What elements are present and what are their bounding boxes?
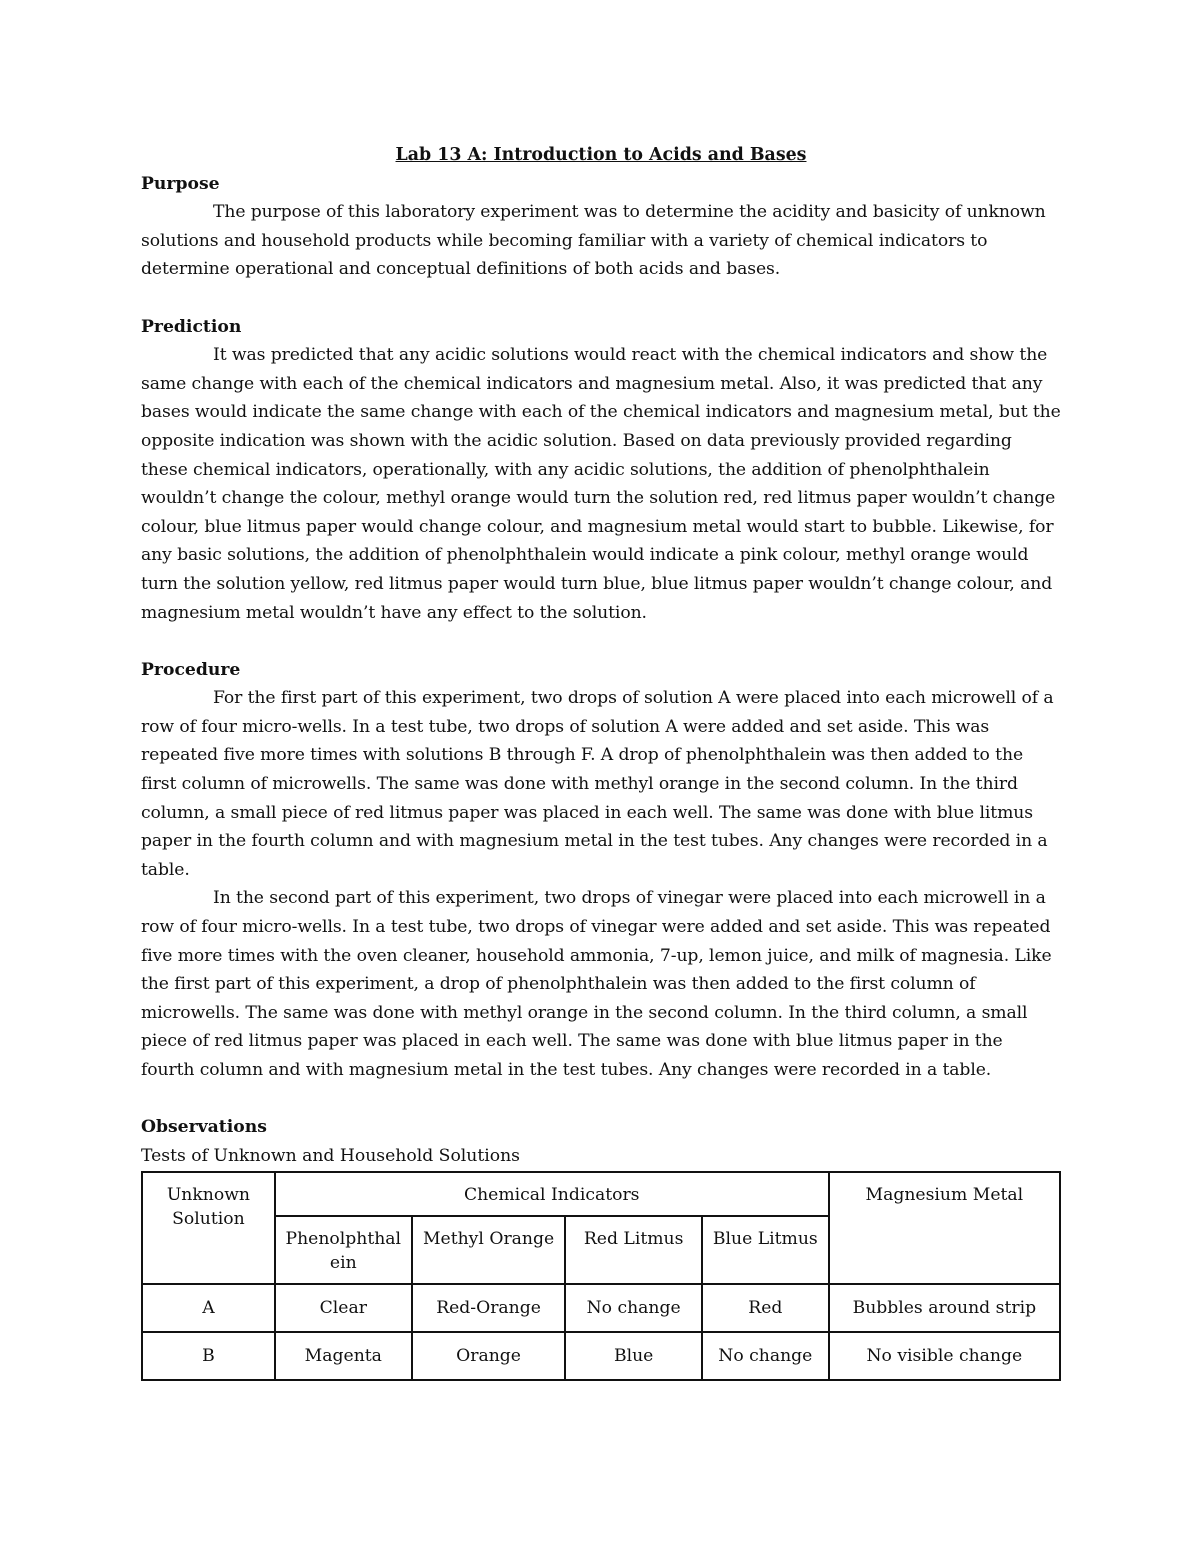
procedure-heading: Procedure — [141, 659, 241, 680]
purpose-paragraph: The purpose of this laboratory experiment was to determine the acidity and basicity of unknown solutions and household products while becoming familiar with a variety of chemical indicators to determine operational and conceptual definitions of both acids and bases. — [141, 202, 1046, 280]
table-header-row — [142, 1172, 1060, 1216]
header-methyl-orange: Methyl Orange — [412, 1216, 566, 1284]
prediction-paragraph: It was predicted that any acidic solutions would react with the chemical indicators and show the same change with each of the chemical indicators and magnesium metal. Also, it was predicted that any bases would indicate the same change with each of the chemical indicators and magnesium metal, but the opposite indication was shown with the acidic solution. Based on data previously provided regarding these chemical indicators, operationally, with any acidic solutions, the addition of phenolphthalein wouldn’t change the colour, methyl orange would turn the solution red, red litmus paper wouldn’t change colour, blue litmus paper would change colour, and magnesium metal would start to bubble. Likewise, for any basic solutions, the addition of phenolphthalein would indicate a pink colour, methyl orange would turn the solution yellow, red litmus paper would turn blue, blue litmus paper wouldn’t change colour, and magnesium metal wouldn’t have any effect to the solution. — [141, 345, 1061, 623]
observations-heading: Observations — [141, 1117, 267, 1138]
cell-magnesium: No visible change — [829, 1332, 1060, 1380]
header-magnesium-metal: Magnesium Metal — [829, 1172, 1060, 1284]
table-row — [142, 1284, 1060, 1332]
header-blue-litmus: Blue Litmus — [702, 1216, 829, 1284]
cell-phenolphthalein: Magenta — [275, 1332, 412, 1380]
cell-blue-litmus: No change — [702, 1332, 829, 1380]
cell-methyl-orange: Red-Orange — [412, 1284, 566, 1332]
procedure-paragraph-1: For the first part of this experiment, two drops of solution A were placed into each microwell of a row of four micro-wells. In a test tube, two drops of solution A were added and set aside. This was repeated five more times with solutions B through F. A drop of phenolphthalein was then added to the first column of microwells. The same was done with methyl orange in the second column. In the third column, a small piece of red litmus paper was placed in each well. The same was done with blue litmus paper in the fourth column and with magnesium metal in the test tubes. Any changes were recorded in a table. — [141, 688, 1054, 880]
header-red-litmus: Red Litmus — [565, 1216, 702, 1284]
purpose-heading: Purpose — [141, 173, 220, 194]
page-title: Lab 13 A: Introduction to Acids and Bases — [395, 145, 807, 165]
header-unknown-solution — [142, 1172, 275, 1284]
cell-blue-litmus: Red — [702, 1284, 829, 1332]
table-caption: Tests of Unknown and Household Solutions — [141, 1145, 521, 1166]
table-row — [142, 1332, 1060, 1380]
header-unknown-solution-label: Unknown Solution — [166, 1185, 250, 1230]
document-page — [141, 141, 1061, 1381]
cell-solution: B — [142, 1332, 275, 1380]
procedure-paragraph-2: In the second part of this experiment, two drops of vinegar were placed into each microwell in a row of four micro-wells. In a test tube, two drops of vinegar were added and set aside. This was repeated five more times with the oven cleaner, household ammonia, 7-up, lemon juice, and milk of magnesia. Like the first part of this experiment, a drop of phenolphthalein was then added to the first column of microwells. The same was done with methyl orange in the second column. In the third column, a small piece of red litmus paper was placed in each well. The same was done with blue litmus paper in the fourth column and with magnesium metal in the test tubes. Any changes were recorded in a table. — [141, 888, 1052, 1080]
cell-red-litmus: No change — [565, 1284, 702, 1332]
cell-magnesium: Bubbles around strip — [829, 1284, 1060, 1332]
cell-solution: A — [142, 1284, 275, 1332]
cell-phenolphthalein: Clear — [275, 1284, 412, 1332]
cell-methyl-orange: Orange — [412, 1332, 566, 1380]
header-chemical-indicators: Chemical Indicators — [275, 1172, 829, 1216]
observations-table — [141, 1171, 1061, 1381]
header-phenolphthalein-label: Phenolphthal ein — [285, 1229, 402, 1274]
prediction-heading: Prediction — [141, 316, 242, 337]
header-phenolphthalein — [275, 1216, 412, 1284]
cell-red-litmus: Blue — [565, 1332, 702, 1380]
